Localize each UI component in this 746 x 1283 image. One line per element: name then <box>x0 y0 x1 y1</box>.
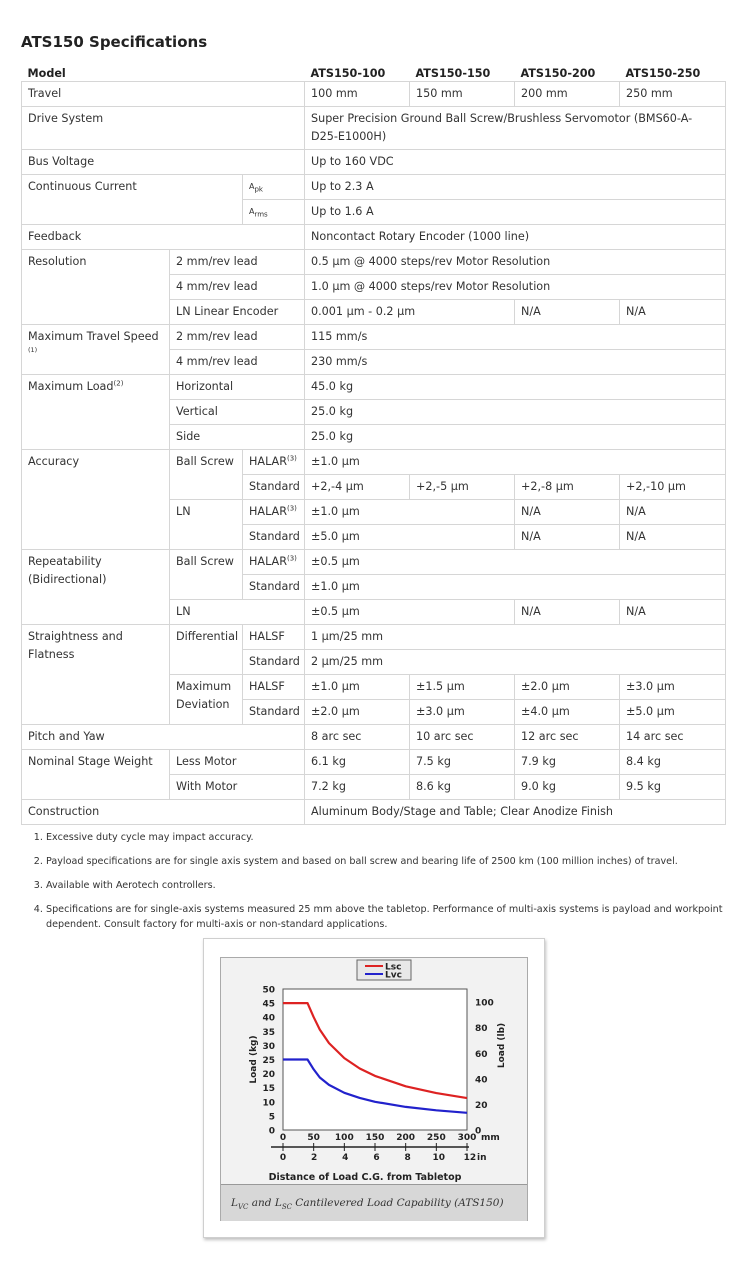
sub-label: 4 mm/rev lead <box>170 350 305 375</box>
cell-value: ±4.0 μm <box>515 700 620 725</box>
y-tick-kg-label: 45 <box>262 999 275 1010</box>
cell-value: ±2.0 μm <box>515 675 620 700</box>
y-tick-kg-label: 30 <box>262 1041 275 1052</box>
header-model-250: ATS150-250 <box>625 67 701 80</box>
cell-value: 8 arc sec <box>305 725 410 750</box>
table-row <box>22 725 726 750</box>
cell-value: Noncontact Rotary Encoder (1000 line) <box>305 225 726 250</box>
mode-label: Standard <box>243 475 305 500</box>
caption-mid: and L <box>248 1197 282 1209</box>
y-tick-lb-label: 0 <box>475 1126 482 1137</box>
table-row <box>22 107 726 150</box>
row-label-text: Maximum Load <box>28 380 114 393</box>
cell-value: N/A <box>620 600 726 625</box>
sub-label: Differential <box>170 625 243 675</box>
cell-value: N/A <box>515 500 620 525</box>
legend-label-lvc: Lvc <box>385 970 402 981</box>
cell-value: ±5.0 μm <box>620 700 726 725</box>
footnote-ref: (3) <box>286 554 297 563</box>
cell-value: +2,-8 μm <box>515 475 620 500</box>
arms-sub: rms <box>254 210 268 219</box>
apk-main: A <box>249 182 255 191</box>
caption-end: Cantilevered Load Capability (ATS150) <box>291 1197 504 1209</box>
arms-label <box>243 200 305 225</box>
mode-label: Standard <box>243 525 305 550</box>
cell-value: 0.001 μm - 0.2 μm <box>305 300 515 325</box>
mode-label-text: HALAR <box>249 505 287 518</box>
table-header-row <box>22 64 726 82</box>
mode-label: Standard <box>243 650 305 675</box>
y-tick-kg-label: 25 <box>262 1056 275 1066</box>
footnote-item: 3. Available with Aerotech controllers. <box>46 878 736 893</box>
x-tick-in-label: 10 <box>432 1153 446 1163</box>
x-tick-mm-label: 200 <box>396 1133 416 1143</box>
cell-value: 12 arc sec <box>515 725 620 750</box>
arms-main: A <box>249 207 255 216</box>
cell-value: 7.2 kg <box>305 775 410 800</box>
load-capability-figure <box>203 938 545 1238</box>
table-row <box>22 82 726 107</box>
y-tick-kg-label: 20 <box>262 1070 275 1081</box>
table-row <box>22 375 726 400</box>
sub-label: LN <box>170 600 305 625</box>
legend-label-lsc: Lsc <box>385 962 402 973</box>
y-tick-kg-label: 5 <box>268 1112 275 1123</box>
cell-value: 250 mm <box>620 82 726 107</box>
cell-value: Up to 2.3 A <box>305 175 726 200</box>
y-axis-label-right: Load (lb) <box>497 1022 507 1069</box>
sub-label: Less Motor <box>170 750 305 775</box>
cell-value: N/A <box>515 600 620 625</box>
y-tick-kg-label: 15 <box>262 1084 275 1095</box>
cell-value: 45.0 kg <box>305 375 726 400</box>
cell-value: 115 mm/s <box>305 325 726 350</box>
x-tick-in-label: 12 <box>463 1153 477 1163</box>
cell-value: 9.5 kg <box>620 775 726 800</box>
x-tick-in-label: 0 <box>279 1153 287 1163</box>
cell-value: ±1.0 μm <box>305 675 410 700</box>
figure-panel <box>220 957 528 1221</box>
cell-value: 25.0 kg <box>305 425 726 450</box>
cell-value: ±1.0 μm <box>305 500 515 525</box>
cell-value: 7.9 kg <box>515 750 620 775</box>
x-tick-mm-label: 300 <box>457 1133 477 1143</box>
y-tick-kg-label: 35 <box>262 1027 275 1038</box>
sub-label: 2 mm/rev lead <box>170 250 305 275</box>
cell-value: N/A <box>515 300 620 325</box>
x-tick-in-label: 2 <box>311 1153 318 1163</box>
drive-system-link[interactable]: Super Precision Ground Ball Screw/Brushless Servomotor (BMS60-A-D25-E1000H) <box>305 107 726 150</box>
cell-value: +2,-5 μm <box>410 475 515 500</box>
table-row <box>22 800 726 825</box>
x-tick-mm-label: 0 <box>279 1133 287 1143</box>
row-label: Continuous Current <box>22 175 243 225</box>
table-row <box>22 250 726 275</box>
cell-value: 6.1 kg <box>305 750 410 775</box>
sub-label: With Motor <box>170 775 305 800</box>
y-tick-kg-label: 0 <box>268 1126 275 1137</box>
cell-value: ±2.0 μm <box>305 700 410 725</box>
y-tick-kg-label: 50 <box>262 985 275 996</box>
header-model-200: ATS150-200 <box>520 67 596 80</box>
y-tick-lb-label: 80 <box>475 1024 488 1035</box>
cell-value: 1.0 μm @ 4000 steps/rev Motor Resolution <box>305 275 726 300</box>
page-title: ATS150 Specifications <box>21 33 208 51</box>
caption-l1: L <box>231 1197 238 1209</box>
y-tick-lb-label: 20 <box>475 1100 488 1111</box>
cell-value: 150 mm <box>410 82 515 107</box>
x-unit-in-label: in <box>477 1153 487 1163</box>
row-label: Straightness and Flatness <box>22 625 170 725</box>
table-row <box>22 625 726 650</box>
table-row <box>22 325 726 350</box>
mode-label <box>243 550 305 575</box>
apk-sub: pk <box>254 185 263 194</box>
cell-value: +2,-4 μm <box>305 475 410 500</box>
y-tick-kg-label: 10 <box>262 1098 275 1109</box>
mode-label <box>243 500 305 525</box>
table-row <box>22 750 726 775</box>
cell-value: 2 μm/25 mm <box>305 650 726 675</box>
apk-label <box>243 175 305 200</box>
sub-label: Maximum Deviation <box>170 675 243 725</box>
row-label: Resolution <box>22 250 170 325</box>
sub-label: 2 mm/rev lead <box>170 325 305 350</box>
sub-label: Vertical <box>170 400 305 425</box>
cell-value: 230 mm/s <box>305 350 726 375</box>
row-label: Drive System <box>22 107 305 150</box>
cell-value: 10 arc sec <box>410 725 515 750</box>
row-label <box>22 325 170 375</box>
row-label: Pitch and Yaw <box>22 725 305 750</box>
sub-label: Ball Screw <box>170 450 243 500</box>
caption-sub1: VC <box>237 1203 249 1212</box>
x-tick-in-label: 4 <box>342 1153 349 1163</box>
sub-label: LN Linear Encoder <box>170 300 305 325</box>
cell-value: 200 mm <box>515 82 620 107</box>
figure-caption <box>221 1184 527 1221</box>
footnote-item: 1. Excessive duty cycle may impact accuracy. <box>46 830 736 845</box>
sub-label: LN <box>170 500 243 550</box>
cell-value: 0.5 μm @ 4000 steps/rev Motor Resolution <box>305 250 726 275</box>
x-tick-mm-label: 250 <box>426 1133 446 1143</box>
table-row <box>22 175 726 200</box>
table-row <box>22 550 726 575</box>
y-tick-kg-label: 40 <box>262 1013 275 1024</box>
cell-value: ±1.5 μm <box>410 675 515 700</box>
mode-label <box>243 450 305 475</box>
cell-value: ±0.5 μm <box>305 600 515 625</box>
cell-value: Aluminum Body/Stage and Table; Clear Anodize Finish <box>305 800 726 825</box>
header-model: Model <box>27 67 66 80</box>
footnote-ref: (1) <box>28 346 38 354</box>
cell-value: N/A <box>620 525 726 550</box>
y-axis-label-left: Load (kg) <box>249 1035 259 1084</box>
mode-label: Standard <box>243 700 305 725</box>
row-label: Accuracy <box>22 450 170 550</box>
sub-label: Side <box>170 425 305 450</box>
row-label <box>22 375 170 450</box>
cell-value: 9.0 kg <box>515 775 620 800</box>
y-tick-lb-label: 60 <box>475 1049 488 1060</box>
mode-label: HALSF <box>243 675 305 700</box>
cell-value: 7.5 kg <box>410 750 515 775</box>
footnote-ref: (3) <box>286 454 297 463</box>
row-label: Feedback <box>22 225 305 250</box>
row-label: Nominal Stage Weight <box>22 750 170 800</box>
x-tick-in-label: 8 <box>404 1153 411 1163</box>
y-tick-lb-label: 100 <box>475 998 494 1009</box>
row-label: Bus Voltage <box>22 150 305 175</box>
sub-label: 4 mm/rev lead <box>170 275 305 300</box>
cell-value: ±1.0 μm <box>305 450 726 475</box>
row-label: Construction <box>22 800 305 825</box>
cell-value: 8.4 kg <box>620 750 726 775</box>
y-tick-lb-label: 40 <box>475 1075 488 1086</box>
load-chart <box>221 958 527 1184</box>
header-model-100: ATS150-100 <box>310 67 386 80</box>
cell-value: 100 mm <box>305 82 410 107</box>
cell-value: ±1.0 μm <box>305 575 726 600</box>
legend-box <box>357 960 411 980</box>
footnote-item: 2. Payload specifications are for single axis system and based on ball screw and bearing life of 2500 km (100 million inches) of travel. <box>46 854 736 869</box>
cell-value: N/A <box>620 300 726 325</box>
footnotes-list <box>21 830 736 941</box>
cell-value: ±0.5 μm <box>305 550 726 575</box>
cell-value: +2,-10 μm <box>620 475 726 500</box>
mode-label-text: HALAR <box>249 455 287 468</box>
mode-label-text: HALAR <box>249 555 287 568</box>
row-label-text: Maximum Travel Speed <box>28 330 159 343</box>
table-row <box>22 225 726 250</box>
cell-value: Up to 1.6 A <box>305 200 726 225</box>
x-tick-in-label: 6 <box>373 1153 380 1163</box>
x-tick-mm-label: 100 <box>334 1133 354 1143</box>
cell-value: N/A <box>620 500 726 525</box>
mode-label: HALSF <box>243 625 305 650</box>
table-row <box>22 450 726 475</box>
cell-value: Up to 160 VDC <box>305 150 726 175</box>
x-axis-label: Distance of Load C.G. from Tabletop <box>268 1172 462 1183</box>
footnote-ref: (3) <box>286 504 297 513</box>
caption-sub2: SC <box>281 1203 292 1212</box>
cell-value: 25.0 kg <box>305 400 726 425</box>
cell-value: 1 μm/25 mm <box>305 625 726 650</box>
sub-label: Ball Screw <box>170 550 243 600</box>
header-model-150: ATS150-150 <box>415 67 491 80</box>
cell-value: ±3.0 μm <box>620 675 726 700</box>
cell-value: ±5.0 μm <box>305 525 515 550</box>
cell-value: N/A <box>515 525 620 550</box>
x-tick-mm-label: 50 <box>307 1133 320 1143</box>
x-tick-mm-label: 150 <box>365 1133 385 1143</box>
row-label: Travel <box>22 82 305 107</box>
spec-table <box>21 64 726 825</box>
row-label: Repeatability (Bidirectional) <box>22 550 170 625</box>
sub-label: Horizontal <box>170 375 305 400</box>
footnote-ref: (2) <box>113 379 124 388</box>
x-unit-mm-label: mm <box>481 1133 500 1143</box>
table-row <box>22 150 726 175</box>
cell-value: 14 arc sec <box>620 725 726 750</box>
cell-value: ±3.0 μm <box>410 700 515 725</box>
cell-value: 8.6 kg <box>410 775 515 800</box>
footnote-item: 4. Specifications are for single-axis systems measured 25 mm above the tabletop. Performance of multi-axis systems is payload and workpoint dependent. Consult factory for multi-axis or non-standard applications. <box>46 902 736 932</box>
mode-label: Standard <box>243 575 305 600</box>
